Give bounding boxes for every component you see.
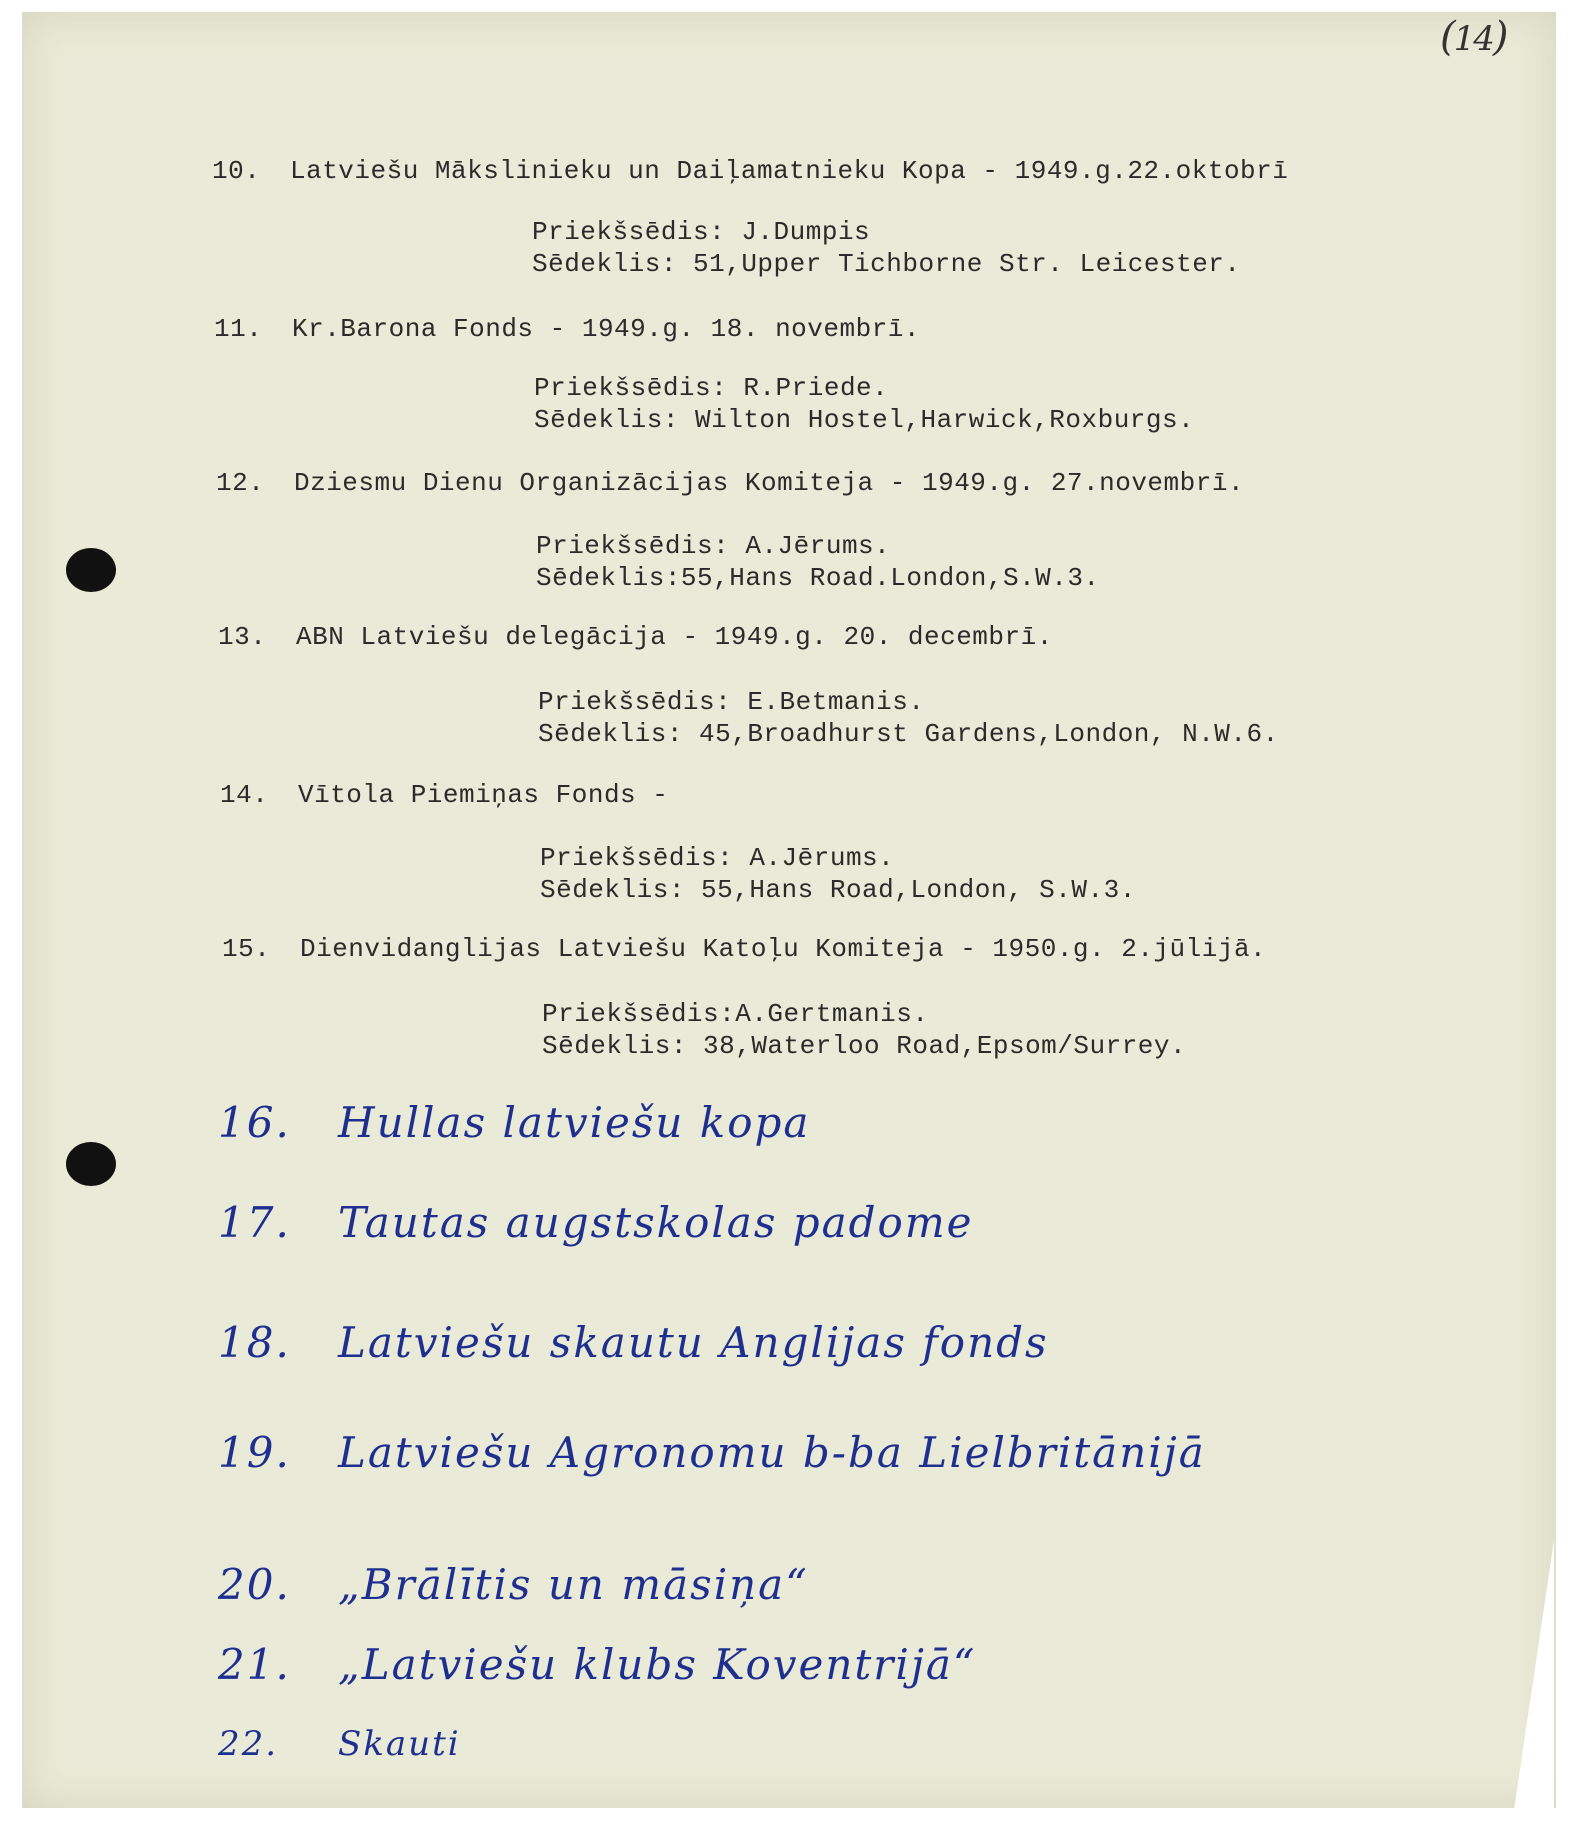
handwritten-entry-20: 20. „Brālītis un māsiņa“ xyxy=(218,1560,809,1609)
entry-11-details xyxy=(534,372,1194,436)
handwritten-entry-17: 17. Tautas augstskolas padome xyxy=(218,1198,974,1247)
entry-14-details xyxy=(540,842,1136,906)
entry-13-seat: Sēdeklis: 45,Broadhurst Gardens,London, N.W.6. xyxy=(538,719,1279,749)
entry-13-details xyxy=(538,686,1279,750)
document-sheet xyxy=(22,12,1556,1808)
entry-10-seat: Sēdeklis: 51,Upper Tichborne Str. Leicester. xyxy=(532,249,1241,279)
entry-15-details xyxy=(542,998,1186,1062)
entry-12-title: 12. Dziesmu Dienu Organizācijas Komiteja - 1949.g. 27.novembrī. xyxy=(216,468,1245,498)
entry-11-seat: Sēdeklis: Wilton Hostel,Harwick,Roxburgs. xyxy=(534,405,1195,435)
punch-hole-bottom xyxy=(66,1142,116,1186)
entry-11-title: 11. Kr.Barona Fonds - 1949.g. 18. novembrī. xyxy=(214,314,920,344)
entry-10-chair: Priekšsēdis: J.Dumpis xyxy=(532,217,871,247)
punch-hole-top xyxy=(66,548,116,592)
entry-12-details xyxy=(536,530,1100,594)
entry-13-chair: Priekšsēdis: E.Betmanis. xyxy=(538,687,925,717)
handwritten-entry-21: 21. „Latviešu klubs Koventrijā“ xyxy=(218,1640,977,1689)
page-number: (14) xyxy=(1440,14,1507,60)
entry-10-details xyxy=(532,216,1241,280)
entry-15-chair: Priekšsēdis:A.Gertmanis. xyxy=(542,999,929,1029)
handwritten-entry-16: 16. Hullas latviešu kopa xyxy=(218,1098,811,1147)
entry-12-chair: Priekšsēdis: A.Jērums. xyxy=(536,531,891,561)
entry-14-seat: Sēdeklis: 55,Hans Road,London, S.W.3. xyxy=(540,875,1136,905)
entry-14-chair: Priekšsēdis: A.Jērums. xyxy=(540,843,895,873)
entry-15-seat: Sēdeklis: 38,Waterloo Road,Epsom/Surrey. xyxy=(542,1031,1187,1061)
entry-14-title: 14. Vītola Piemiņas Fonds - xyxy=(220,780,669,810)
handwritten-entry-18: 18. Latviešu skautu Anglijas fonds xyxy=(218,1318,1049,1367)
entry-12-seat: Sēdeklis:55,Hans Road.London,S.W.3. xyxy=(536,563,1100,593)
entry-15-title: 15. Dienvidanglijas Latviešu Katoļu Komiteja - 1950.g. 2.jūlijā. xyxy=(222,934,1267,964)
entry-11-chair: Priekšsēdis: R.Priede. xyxy=(534,373,889,403)
torn-edge xyxy=(1514,1540,1554,1810)
entry-10-title: 10. Latviešu Mākslinieku un Daiļamatnieku Kopa - 1949.g.22.oktobrī xyxy=(212,156,1289,186)
handwritten-entry-22: 22. Skauti xyxy=(218,1724,461,1764)
entry-13-title: 13. ABN Latviešu delegācija - 1949.g. 20. decembrī. xyxy=(218,622,1053,652)
handwritten-entry-19: 19. Latviešu Agronomu b-ba Lielbritānijā xyxy=(218,1428,1206,1477)
